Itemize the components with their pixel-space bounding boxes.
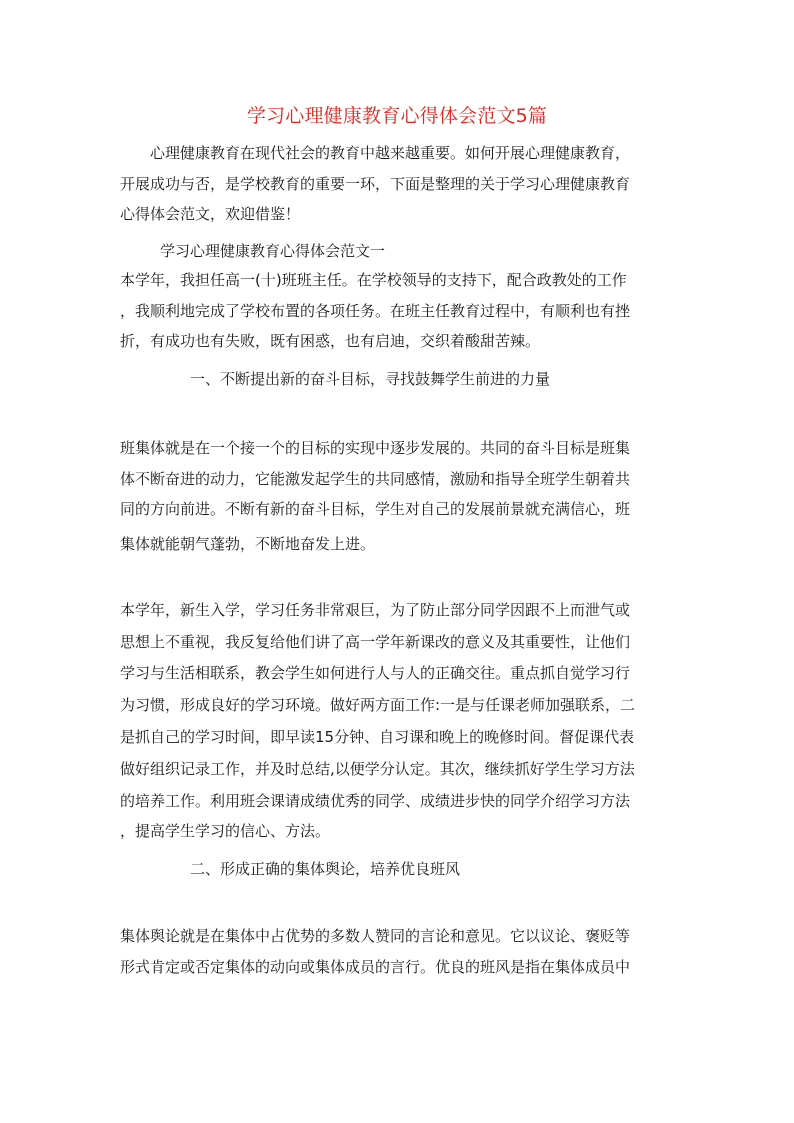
paragraph-line: 体不断奋进的动力，它能激发起学生的共同感情，激励和指导全班学生朝着共 (120, 470, 631, 488)
paragraph-line: 思想上不重视，我反复给他们讲了高一学年新课改的意义及其重要性，让他们 (120, 633, 631, 651)
intro-line: 心得体会范文，欢迎借鉴！ (120, 205, 301, 223)
paragraph-line: 同的方向前进。不断有新的奋斗目标，学生对自己的发展前景就充满信心，班 (120, 500, 631, 518)
intro-line: 开展成功与否，是学校教育的重要一环，下面是整理的关于学习心理健康教育 (120, 175, 631, 193)
paragraph-line: 是抓自己的学习时间，即早读15分钟、自习课和晚上的晚修时间。督促课代表 (120, 728, 635, 746)
paragraph-line: 本学年，我担任高一(十)班班主任。在学校领导的支持下，配合政教处的工作 (120, 271, 627, 289)
paragraph-line: 学习与生活相联系，教会学生如何进行人与人的正确交往。重点抓自觉学习行 (120, 664, 631, 682)
intro-line: 心理健康教育在现代社会的教育中越来越重要。如何开展心理健康教育， (150, 144, 631, 162)
document-title: 学习心理健康教育心得体会范文5篇 (246, 105, 548, 127)
paragraph-line: 折，有成功也有失败，既有困惑，也有启迪，交织着酸甜苦辣。 (120, 332, 541, 350)
paragraph-line: 形式肯定或否定集体的动向或集体成员的言行。优良的班风是指在集体成员中 (120, 958, 631, 976)
heading-two: 二、形成正确的集体舆论，培养优良班风 (190, 860, 461, 878)
section-title: 学习心理健康教育心得体会范文一 (160, 242, 386, 260)
paragraph-line: ，提高学生学习的信心、方法。 (120, 822, 331, 840)
paragraph-line: 集体就能朝气蓬勃，不断地奋发上进。 (120, 535, 376, 553)
paragraph-line: 班集体就是在一个接一个的目标的实现中逐步发展的。共同的奋斗目标是班集 (120, 439, 631, 457)
paragraph-line: ，我顺利地完成了学校布置的各项任务。在班主任教育过程中，有顺利也有挫 (120, 302, 631, 320)
paragraph-line: 的培养工作。利用班会课请成绩优秀的同学、成绩进步快的同学介绍学习方法 (120, 792, 631, 810)
heading-one: 一、不断提出新的奋斗目标，寻找鼓舞学生前进的力量 (190, 370, 551, 388)
paragraph-line: 做好组织记录工作，并及时总结,以便学分认定。其次，继续抓好学生学习方法 (120, 760, 635, 778)
paragraph-line: 本学年，新生入学，学习任务非常艰巨，为了防止部分同学因跟不上而泄气或 (120, 601, 631, 619)
paragraph-line: 为习惯，形成良好的学习环境。做好两方面工作:一是与任课老师加强联系，二 (120, 696, 636, 714)
paragraph-line: 集体舆论就是在集体中占优势的多数人赞同的言论和意见。它以议论、褒贬等 (120, 927, 631, 945)
